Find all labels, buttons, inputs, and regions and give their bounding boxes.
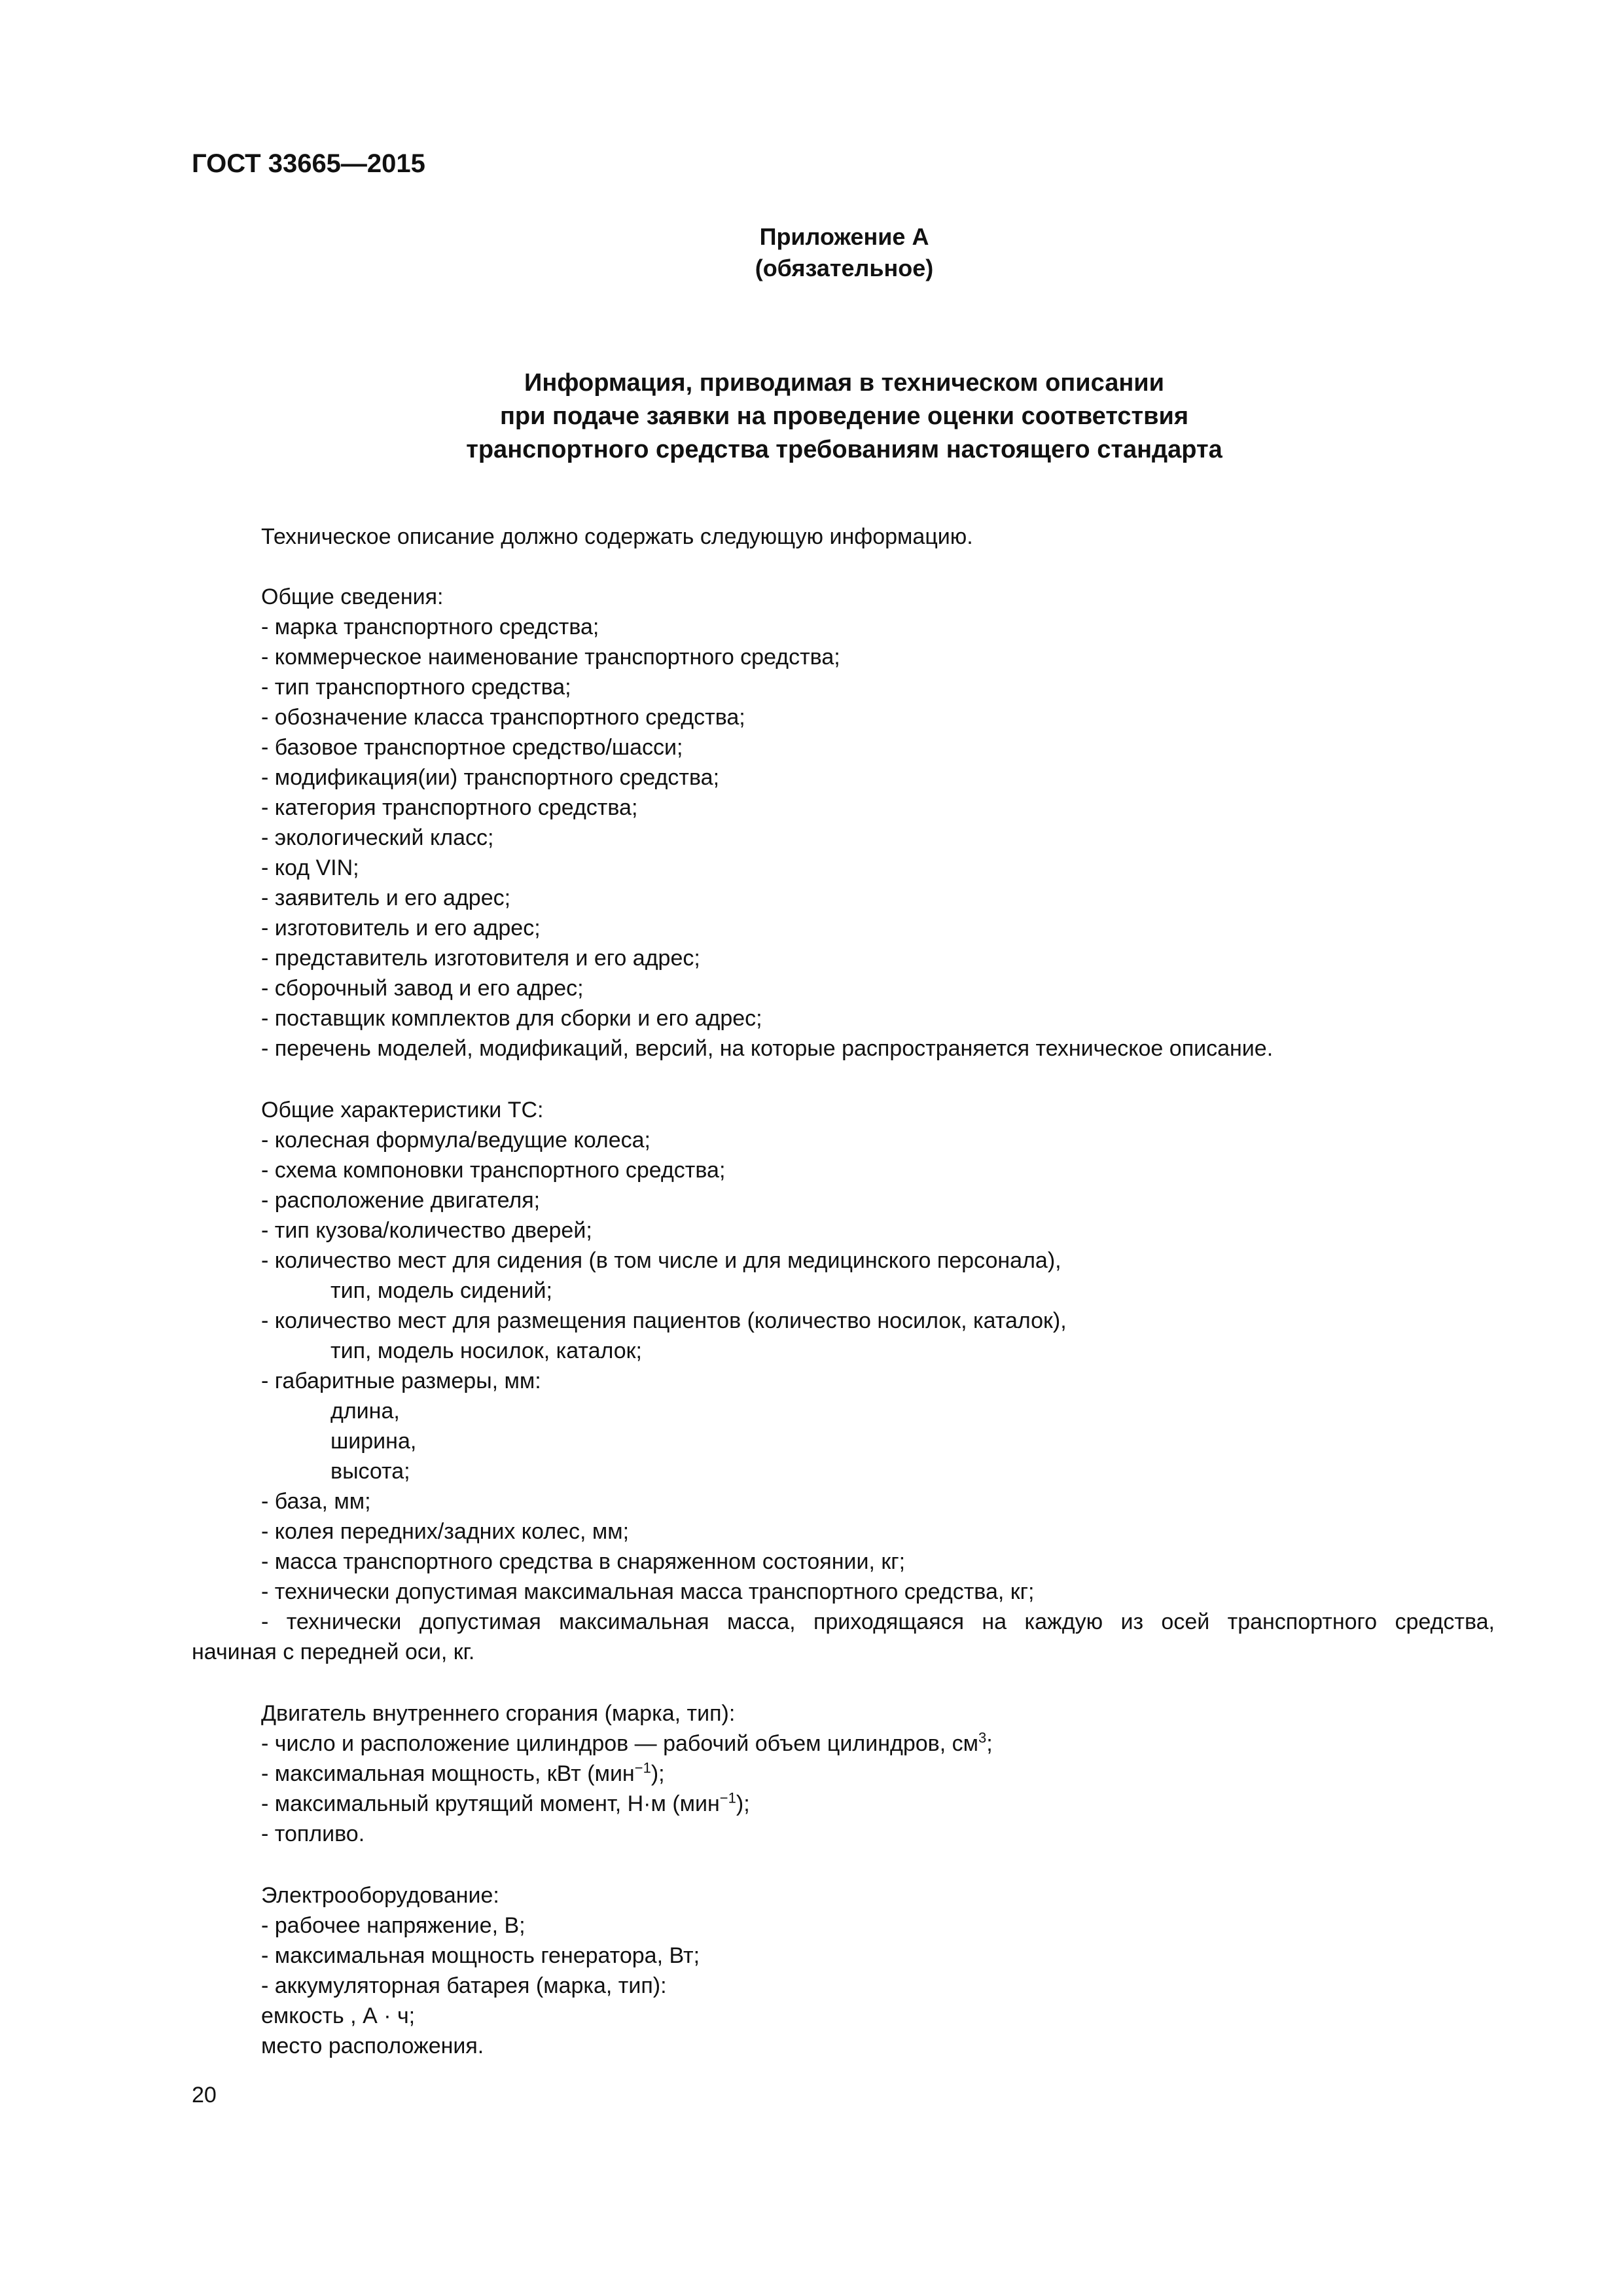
list-item: - максимальная мощность генератора, Вт;	[261, 1943, 700, 1968]
list-item: - базовое транспортное средство/шасси;	[261, 735, 683, 760]
list-item: - изготовитель и его адрес;	[261, 916, 541, 941]
list-item-continuation: начиная с передней оси, кг.	[192, 1640, 475, 1664]
list-item: - представитель изготовителя и его адрес;	[261, 946, 700, 971]
list-item: - тип транспортного средства;	[261, 675, 571, 700]
list-item: - аккумуляторная батарея (марка, тип):	[261, 1973, 667, 1998]
superscript: −1	[719, 1789, 736, 1806]
list-item: место расположения.	[261, 2034, 484, 2058]
title-line: при подаче заявки на проведение оценки соответствия	[499, 403, 1189, 430]
list-item	[261, 1761, 665, 1787]
list-item: - топливо.	[261, 1821, 365, 1846]
list-item: емкость , А · ч;	[261, 2003, 416, 2028]
list-item: - поставщик комплектов для сборки и его адрес;	[261, 1006, 762, 1031]
section-heading-engine: Двигатель внутреннего сгорания (марка, тип):	[261, 1701, 736, 1726]
document-title	[0, 367, 1623, 467]
list-item: - категория транспортного средства;	[261, 795, 638, 820]
list-item: - коммерческое наименование транспортного средства;	[261, 645, 840, 670]
list-item: - масса транспортного средства в снаряженном состоянии, кг;	[261, 1549, 906, 1574]
title-line: Информация, приводимая в техническом описании	[524, 369, 1164, 397]
list-item: - сборочный завод и его адрес;	[261, 976, 584, 1001]
appendix-label: Приложение А	[759, 223, 929, 250]
item-text: - максимальный крутящий момент, Н·м (мин	[261, 1791, 720, 1816]
list-subitem: длина,	[330, 1399, 400, 1424]
item-text: );	[651, 1761, 665, 1786]
superscript: −1	[634, 1759, 651, 1776]
list-item: - модификация(ии) транспортного средства;	[261, 765, 720, 790]
list-subitem: тип, модель сидений;	[330, 1278, 552, 1303]
list-item: - перечень моделей, модификаций, версий, на которые распространяется техническое описание.	[261, 1036, 1274, 1061]
list-item: - экологический класс;	[261, 825, 494, 850]
list-item: - расположение двигателя;	[261, 1188, 541, 1213]
list-item: - количество мест для размещения пациентов (количество носилок, каталок),	[261, 1308, 1067, 1333]
list-item: - технически допустимая максимальная масса, приходящаяся на каждую из осей транспортного средства,	[261, 1609, 1495, 1634]
list-item: - обозначение класса транспортного средства;	[261, 705, 745, 730]
page-number: 20	[192, 2083, 217, 2108]
item-text: - число и расположение цилиндров — рабочий объем цилиндров, см	[261, 1731, 978, 1756]
intro-paragraph: Техническое описание должно содержать следующую информацию.	[261, 524, 973, 549]
list-item: - заявитель и его адрес;	[261, 886, 511, 910]
list-item: - схема компоновки транспортного средства;	[261, 1158, 726, 1183]
appendix-heading	[0, 221, 1623, 284]
list-item: - габаритные размеры, мм:	[261, 1369, 541, 1393]
superscript: 3	[978, 1729, 987, 1746]
list-item: - марка транспортного средства;	[261, 615, 599, 639]
list-item: - код VIN;	[261, 855, 359, 880]
list-subitem: высота;	[330, 1459, 410, 1484]
list-item	[261, 1791, 750, 1817]
title-line: транспортного средства требованиям настоящего стандарта	[466, 436, 1222, 463]
list-item: - тип кузова/количество дверей;	[261, 1218, 592, 1243]
list-item: - база, мм;	[261, 1489, 371, 1514]
list-item: - колея передних/задних колес, мм;	[261, 1519, 630, 1544]
item-text: );	[736, 1791, 750, 1816]
list-item: - колесная формула/ведущие колеса;	[261, 1128, 651, 1153]
list-subitem: тип, модель носилок, каталок;	[330, 1338, 642, 1363]
section-heading-electrical: Электрооборудование:	[261, 1883, 499, 1908]
list-item: - рабочее напряжение, В;	[261, 1913, 526, 1938]
list-subitem: ширина,	[330, 1429, 417, 1454]
appendix-status: (обязательное)	[755, 255, 934, 281]
list-item	[261, 1731, 993, 1757]
list-item: - технически допустимая максимальная масса транспортного средства, кг;	[261, 1579, 1035, 1604]
section-heading-characteristics: Общие характеристики ТС:	[261, 1098, 544, 1122]
item-text: - максимальная мощность, кВт (мин	[261, 1761, 635, 1786]
document-code: ГОСТ 33665—2015	[192, 149, 425, 178]
section-heading-general: Общие сведения:	[261, 584, 444, 609]
item-text: ;	[986, 1731, 993, 1756]
list-item: - количество мест для сидения (в том числе и для медицинского персонала),	[261, 1248, 1061, 1273]
